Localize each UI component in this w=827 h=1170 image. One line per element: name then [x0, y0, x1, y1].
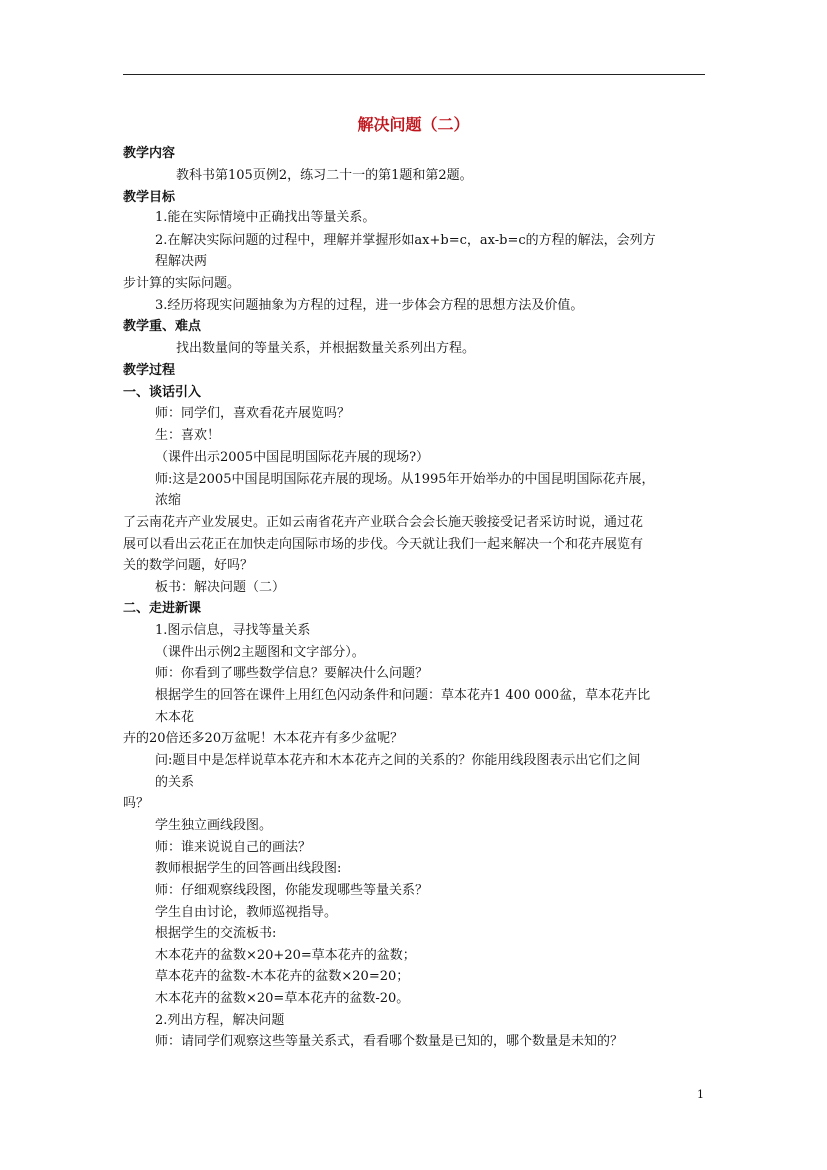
paragraph: 关的数学问题，好吗？: [123, 558, 254, 573]
paragraph: 1.能在实际情境中正确找出等量关系。: [155, 210, 376, 225]
paragraph: 问:题目中是怎样说草本花卉和木本花卉之间的关系的？你能用线段图表示出它们之间: [155, 753, 641, 768]
paragraph: 吗？: [123, 796, 150, 811]
equation: 木本花卉的盆数×20=草本花卉的盆数-20。: [155, 991, 410, 1006]
paragraph: 学生独立画线段图。: [155, 818, 273, 833]
paragraph: 步计算的实际问题。: [123, 276, 241, 291]
paragraph: 卉的20倍还多20万盆呢！木本花卉有多少盆呢？: [123, 731, 404, 746]
paragraph: 师：谁来说说自己的画法？: [155, 840, 312, 855]
paragraph: 1.图示信息，寻找等量关系: [155, 623, 311, 638]
paragraph: （课件出示例2主题图和文字部分）。: [155, 645, 365, 660]
paragraph: （课件出示2005中国昆明国际花卉展的现场?）: [155, 450, 430, 465]
heading-section-2: 二、走进新课: [123, 601, 202, 616]
paragraph: 生：喜欢！: [155, 428, 221, 443]
paragraph: 师：你看到了哪些数学信息？要解决什么问题？: [155, 666, 429, 681]
paragraph: 展可以看出云花正在加快走向国际市场的步伐。今天就让我们一起来解决一个和花卉展览有: [123, 537, 644, 552]
page-title: 解决问题（二）: [357, 115, 470, 134]
heading-process: 教学过程: [123, 363, 176, 378]
heading-section-1: 一、谈话引入: [123, 385, 202, 400]
page-number: 1: [697, 1088, 704, 1101]
header-rule: [123, 74, 705, 75]
paragraph: 根据学生的回答在课件上用红色闪动条件和问题：草本花卉1 400 000盆，草本花卉比: [155, 688, 651, 703]
paragraph: 找出数量间的等量关系，并根据数量关系列出方程。: [176, 341, 476, 356]
paragraph: 木本花: [155, 710, 195, 725]
paragraph: 3.经历将现实问题抽象为方程的过程，进一步体会方程的思想方法及价值。: [155, 298, 584, 313]
heading-content: 教学内容: [123, 146, 176, 161]
paragraph: 学生自由讨论，教师巡视指导。: [155, 905, 338, 920]
paragraph: 2.列出方程，解决问题: [155, 1013, 285, 1028]
equation: 木本花卉的盆数×20+20=草本花卉的盆数；: [155, 948, 416, 963]
heading-goals: 教学目标: [123, 190, 176, 205]
heading-key-points: 教学重、难点: [123, 319, 202, 334]
paragraph: 程解决两: [155, 254, 208, 269]
paragraph: 根据学生的交流板书:: [155, 926, 277, 941]
paragraph: 教师根据学生的回答画出线段图:: [155, 861, 342, 876]
paragraph: 师:这是2005中国昆明国际花卉展的现场。从1995年开始举办的中国昆明国际花卉展，: [155, 472, 655, 487]
paragraph: 师：同学们，喜欢看花卉展览吗？: [155, 406, 351, 421]
paragraph: 浓缩: [155, 493, 182, 508]
paragraph: 师：请同学们观察这些等量关系式，看看哪个数量是已知的，哪个数量是未知的？: [155, 1034, 624, 1049]
paragraph: 师：仔细观察线段图，你能发现哪些等量关系？: [155, 883, 429, 898]
paragraph: 教科书第105页例2，练习二十一的第1题和第2题。: [176, 168, 473, 183]
equation: 草本花卉的盆数-木本花卉的盆数×20=20；: [155, 969, 410, 984]
paragraph: 2.在解决实际问题的过程中，理解并掌握形如ax+b=c，ax-b=c的方程的解法，会列方: [155, 233, 656, 248]
paragraph: 的关系: [155, 775, 195, 790]
paragraph: 板书：解决问题（二）: [155, 580, 286, 595]
paragraph: 了云南花卉产业发展史。正如云南省花卉产业联合会会长施天骏接受记者采访时说，通过花: [123, 515, 644, 530]
